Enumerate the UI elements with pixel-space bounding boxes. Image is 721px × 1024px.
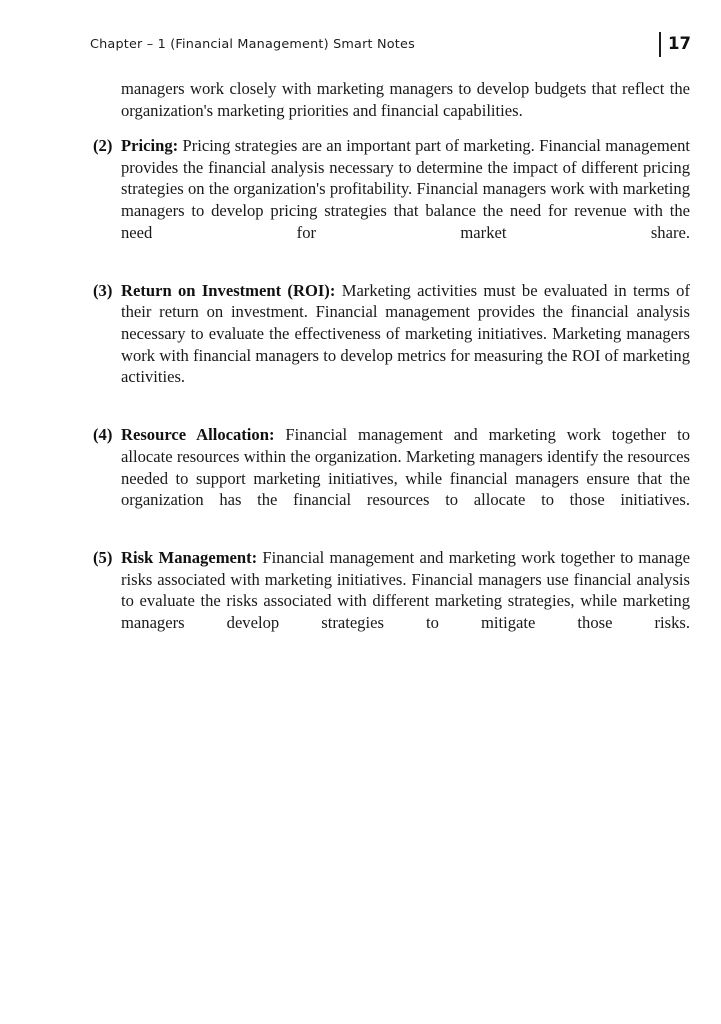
page-body [93, 78, 690, 670]
list-item-body [121, 280, 690, 410]
list-item-text: Pricing strategies are an important part of marketing. Financial management provides the financial analysis necessary to determine the impact of different pricing strategies on the organization's profitability. Financial managers work with marketing managers to develop pricing strategies that balance the need for revenue with the need for market share. [121, 136, 690, 242]
page-number: 17 [668, 33, 691, 53]
running-header [90, 31, 693, 57]
list-item-body [121, 135, 690, 265]
list-item-lead: Risk Management: [121, 548, 258, 568]
list-item-marker: (3) [93, 280, 113, 300]
list-item-lead: Pricing: [121, 136, 179, 156]
header-chapter-title: Chapter – 1 (Financial Management) Smart Notes [90, 36, 415, 52]
list-item-text: Marketing activities must be evaluated in terms of their return on investment. Financial management provides the financial analysis necessary to evaluate the effectiveness of marketing initiatives. Marketing managers work with financial managers to develop metrics for measuring the ROI of marketing activities. [121, 280, 691, 387]
list-item-lead: Resource Allocation: [121, 425, 275, 445]
list-item-marker: (5) [93, 548, 113, 568]
list-item-body [121, 547, 690, 655]
list-item [93, 547, 690, 655]
list-item-lead: Return on Investment (ROI): [121, 280, 336, 300]
vertical-rule-divider [659, 32, 661, 57]
list-item [93, 135, 690, 265]
list-item-text: Financial management and marketing work together to manage risks associated with marketing initiatives. Financial managers use financial analysis to evaluate the risks associated with different marketing strategies, while marketing managers develop strategies to mitigate those risks. [121, 548, 691, 633]
continued-paragraph: managers work closely with marketing managers to develop budgets that reflect the organization's marketing priorities and financial capabilities. [121, 79, 690, 120]
header-page-block [659, 31, 693, 57]
list-item-marker: (4) [93, 425, 113, 445]
list-item [93, 424, 690, 532]
list-item-marker: (2) [93, 136, 113, 156]
list-item-text: Financial management and marketing work together to allocate resources within the organization. Marketing managers identify the resources needed to support marketing initiatives, while financial managers ensure that the organization has the financial resources to allocate to those initiatives. [121, 425, 690, 510]
list-item-body [121, 424, 690, 532]
list-item [93, 280, 690, 410]
